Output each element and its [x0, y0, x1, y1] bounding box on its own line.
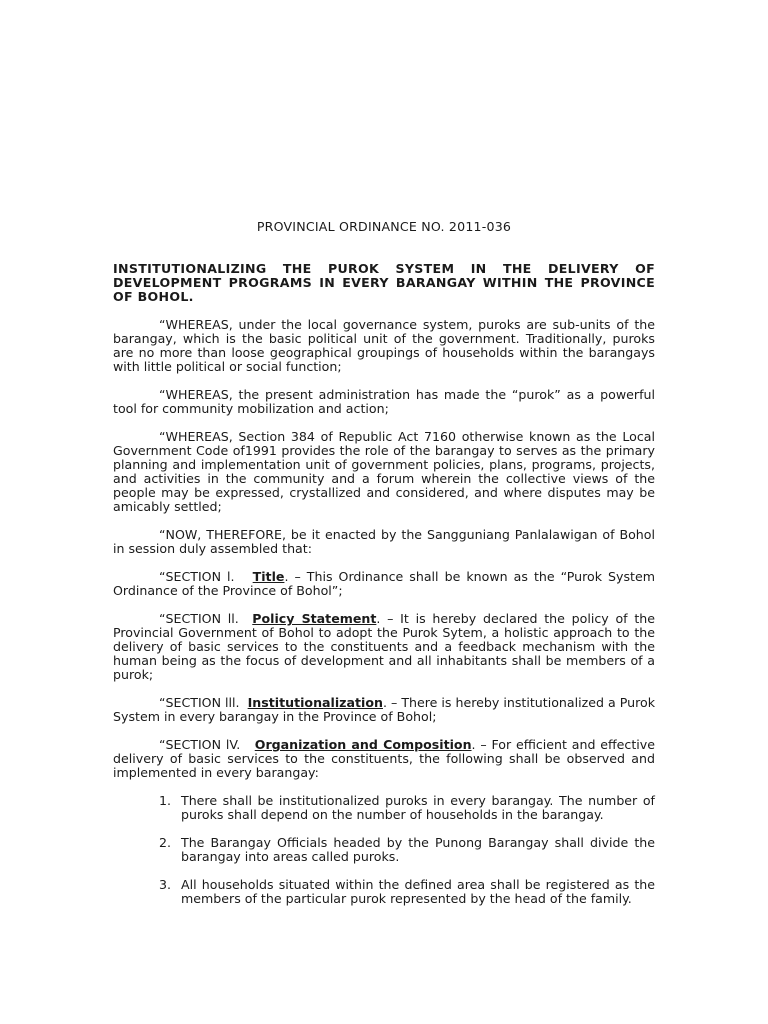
section-3 — [113, 696, 655, 724]
section-text: . – For efficient and effective delivery of basic services to the constituents, the following shall be observed and implemented in every barangay: — [113, 737, 655, 780]
ordinance-title: PROVINCIAL ORDINANCE NO. 2011-036 — [256, 219, 512, 234]
whereas-paragraph-1 — [113, 318, 655, 374]
ordinance-heading: INSTITUTIONALIZING THE PUROK SYSTEM IN THE DELIVERY OF DEVELOPMENT PROGRAMS IN EVERY BARANGAY WITHIN THE PROVINCE OF BOHOL. — [113, 261, 655, 304]
section-label: “SECTION l. — [159, 569, 235, 584]
list-number: 2. — [159, 835, 172, 850]
list-text: The Barangay Officials headed by the Punong Barangay shall divide the barangay into areas called puroks. — [181, 835, 655, 864]
section-2 — [113, 612, 655, 682]
section-label: “SECTION ll. — [159, 611, 239, 626]
list-text: There shall be institutionalized puroks in every barangay. The number of puroks shall depend on the number of households in the barangay. — [181, 793, 655, 822]
numbered-list — [159, 794, 655, 906]
list-number: 1. — [159, 793, 172, 808]
section-title: Policy Statement — [252, 611, 377, 626]
section-4 — [113, 738, 655, 780]
section-title: Institutionalization — [247, 695, 383, 710]
section-text: . – There is hereby institutionalized a Purok System in every barangay in the Province of Bohol; — [113, 695, 656, 724]
enacting-clause — [113, 528, 655, 556]
paragraph-text: “WHEREAS, under the local governance system, puroks are sub-units of the barangay, which is the basic political unit of the government. Traditionally, puroks are no more than loose geographical groupings of households within the barangays with little political or social function; — [113, 317, 655, 374]
paragraph-text: “NOW, THEREFORE, be it enacted by the Sangguniang Panlalawigan of Bohol in session duly assembled that: — [113, 527, 655, 556]
paragraph-text: “WHEREAS, the present administration has made the “purok” as a powerful tool for community mobilization and action; — [113, 387, 655, 416]
section-label: “SECTION lll. — [159, 695, 240, 710]
section-text: . – It is hereby declared the policy of the Provincial Government of Bohol to adopt the Purok Sytem, a holistic approach to the delivery of basic services to the constituents and a feedback mechanism with the human being as the focus of development and all inhabitants shall be members of a purok; — [113, 611, 656, 682]
whereas-paragraph-3 — [113, 430, 655, 514]
section-title: Title — [252, 569, 285, 584]
list-item — [159, 878, 655, 906]
list-item — [159, 794, 655, 822]
section-label: “SECTION lV. — [159, 737, 241, 752]
section-1 — [113, 570, 655, 598]
section-text: . – This Ordinance shall be known as the “Purok System Ordinance of the Province of Bohol”; — [113, 569, 656, 598]
whereas-paragraph-2 — [113, 388, 655, 416]
list-item — [159, 836, 655, 864]
list-number: 3. — [159, 877, 172, 892]
list-text: All households situated within the defined area shall be registered as the members of the particular purok represented by the head of the family. — [181, 877, 655, 906]
section-title: Organization and Composition — [254, 737, 472, 752]
paragraph-text: “WHEREAS, Section 384 of Republic Act 7160 otherwise known as the Local Government Code of1991 provides the role of the barangay to serves as the primary planning and implementation unit of government policies, plans, programs, projects, and activities in the community and a forum wherein the collective views of the people may be expressed, crystallized and considered, and where disputes may be amicably settled; — [113, 429, 655, 514]
